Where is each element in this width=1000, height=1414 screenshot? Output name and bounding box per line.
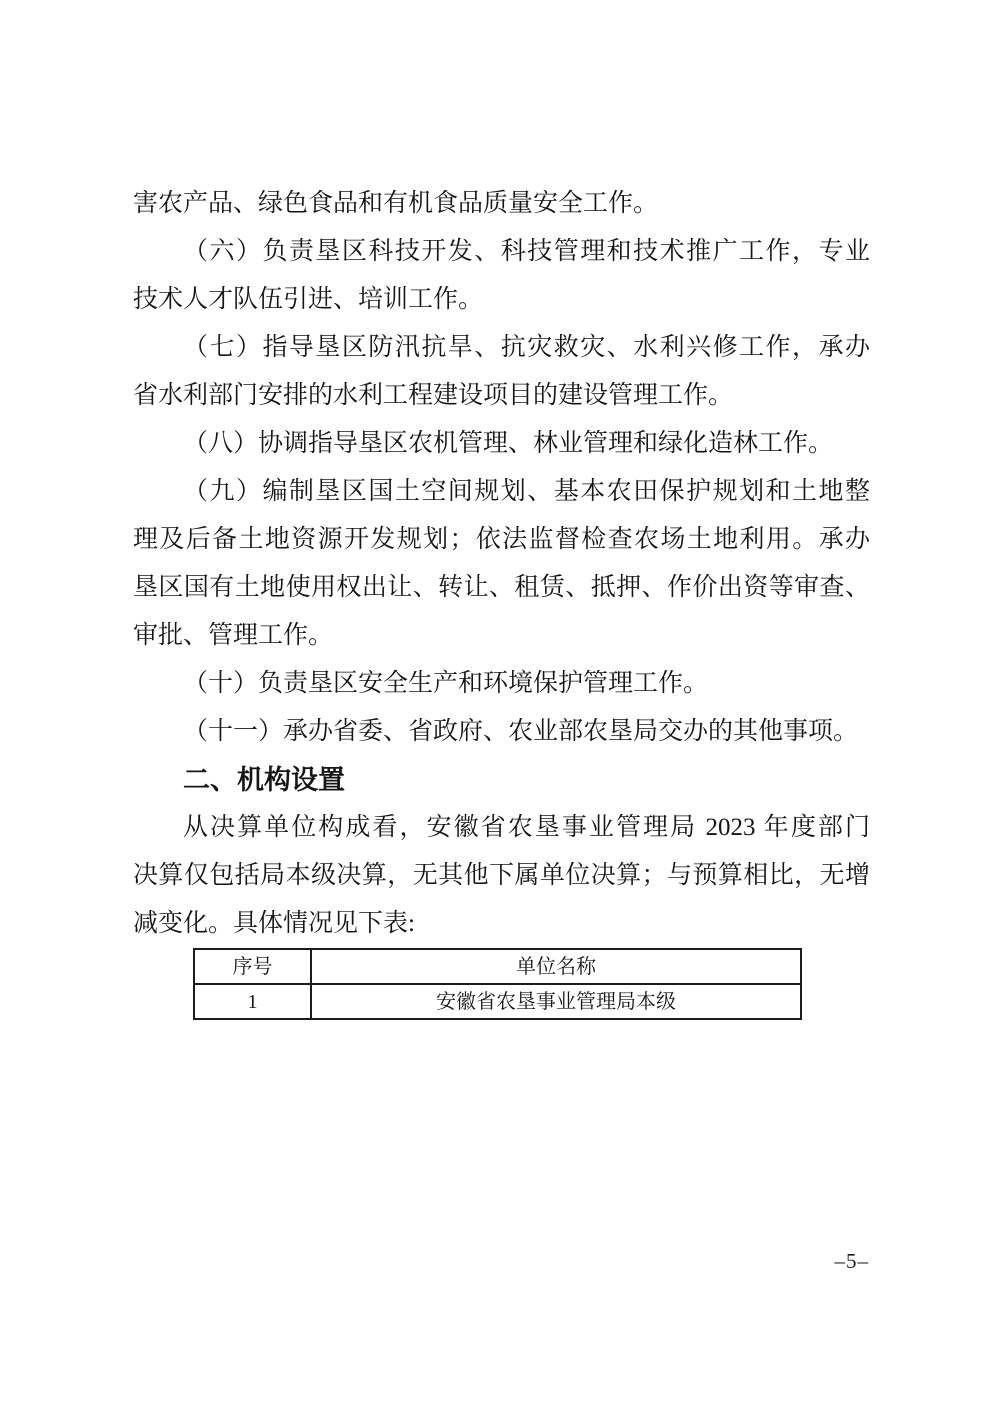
table-header-index: 序号 [194,949,311,984]
body-line: 从决算单位构成看，安徽省农垦事业管理局 2023 年度部门 [183,814,870,841]
body-line: 减变化。具体情况见下表: [133,910,415,937]
body-line: 省水利部门安排的水利工程建设项目的建设管理工作。 [133,382,734,409]
page-content [133,180,870,1020]
unit-name-cell: 安徽省农垦事业管理局本级 [311,984,801,1019]
body-line: 害农产品、绿色食品和有机食品质量安全工作。 [133,190,659,217]
page-number: –5– [834,1249,869,1273]
body-line: （八）协调指导垦区农机管理、林业管理和绿化造林工作。 [183,430,834,457]
body-line: 审批、管理工作。 [133,622,334,649]
body-line: 垦区国有土地使用权出让、转让、租赁、抵押、作价出资等审查、 [133,574,870,601]
body-line: 决算仅包括局本级决算，无其他下属单位决算；与预算相比，无增 [133,862,870,889]
row-index-cell: 1 [194,984,311,1019]
body-line: （六）负责垦区科技开发、科技管理和技术推广工作，专业 [183,238,870,265]
table-row [194,984,801,1019]
table-header-unit-name: 单位名称 [311,949,801,984]
body-line: （七）指导垦区防汛抗旱、抗灾救灾、水利兴修工作，承办 [183,334,870,361]
body-line: （十一）承办省委、省政府、农业部农垦局交办的其他事项。 [183,718,859,745]
body-line: （九）编制垦区国土空间规划、基本农田保护规划和土地整 [183,478,870,505]
section-heading: 二、机构设置 [183,765,345,795]
body-line: 理及后备土地资源开发规划；依法监督检查农场土地利用。承办 [133,526,870,553]
table-header-row [194,949,801,984]
units-table [193,948,802,1020]
body-line: （十）负责垦区安全生产和环境保护管理工作。 [183,670,709,697]
body-line: 技术人才队伍引进、培训工作。 [133,286,484,313]
